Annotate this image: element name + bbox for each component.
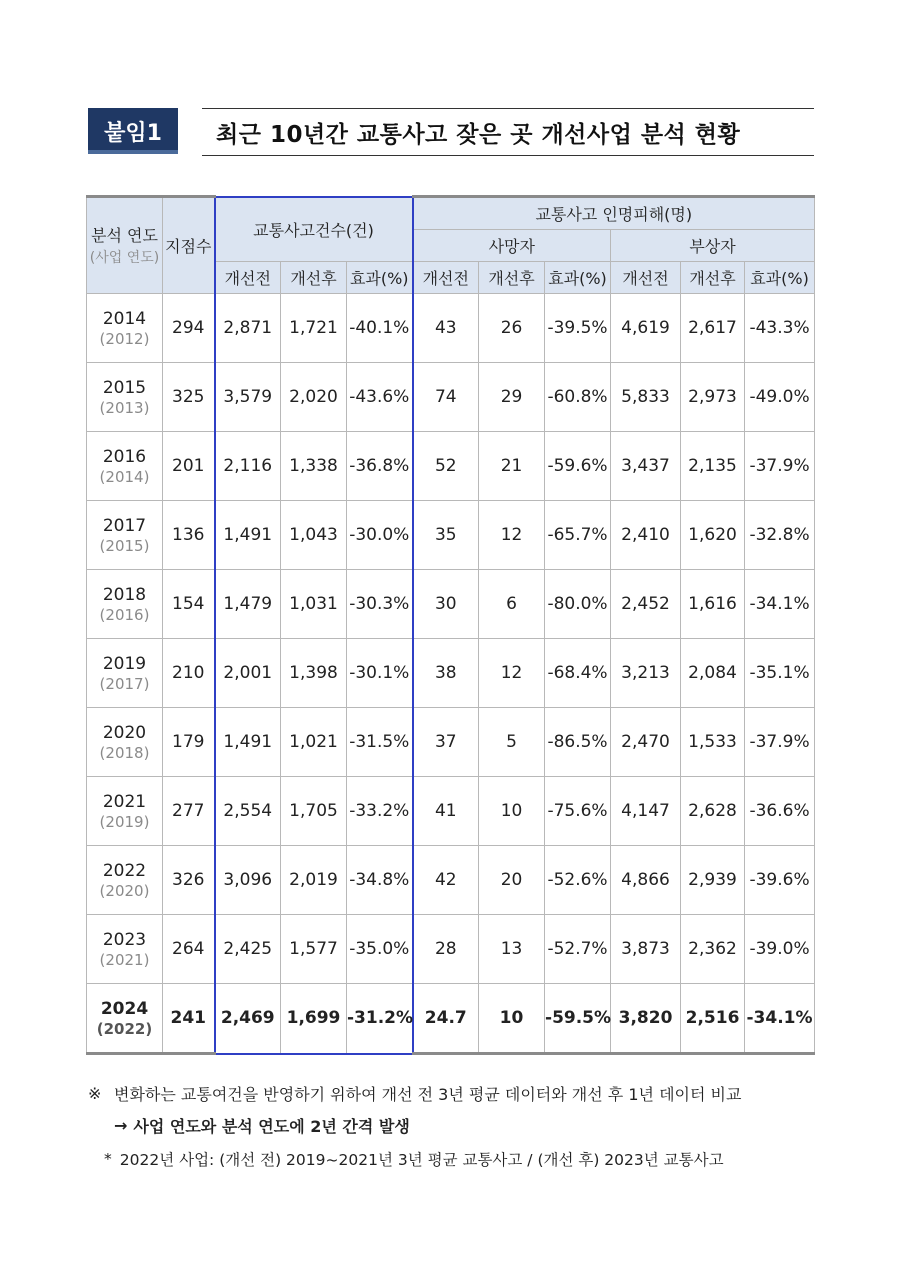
business-year: (2021) bbox=[99, 951, 150, 969]
year-cell bbox=[87, 777, 163, 846]
table-row bbox=[87, 363, 815, 432]
deaths-effect-cell: -80.0% bbox=[545, 570, 611, 639]
table-row bbox=[87, 846, 815, 915]
deaths-effect-cell: -59.6% bbox=[545, 432, 611, 501]
note-text-1: 변화하는 교통여건을 반영하기 위하여 개선 전 3년 평균 데이터와 개선 후 1년 데이터 비교 bbox=[114, 1084, 742, 1104]
sites-cell: 210 bbox=[163, 639, 215, 708]
deaths-after-cell: 21 bbox=[479, 432, 545, 501]
deaths-before-cell: 35 bbox=[413, 501, 479, 570]
accidents-effect-cell: -31.2% bbox=[347, 984, 413, 1054]
business-year: (2022) bbox=[96, 1020, 153, 1038]
accidents-before-cell: 2,554 bbox=[215, 777, 281, 846]
header-inj-after: 개선후 bbox=[681, 262, 745, 294]
business-year: (2014) bbox=[99, 468, 150, 486]
note-line-2 bbox=[88, 1108, 818, 1142]
sites-cell: 264 bbox=[163, 915, 215, 984]
deaths-before-cell: 74 bbox=[413, 363, 479, 432]
year-cell bbox=[87, 984, 163, 1054]
accidents-after-cell: 1,398 bbox=[281, 639, 347, 708]
injuries-after-cell: 2,084 bbox=[681, 639, 745, 708]
header-injuries: 부상자 bbox=[611, 230, 815, 262]
injuries-before-cell: 3,873 bbox=[611, 915, 681, 984]
note-line-1 bbox=[88, 1078, 818, 1108]
sites-cell: 326 bbox=[163, 846, 215, 915]
deaths-before-cell: 38 bbox=[413, 639, 479, 708]
header-year-label: 분석 연도 bbox=[91, 225, 158, 245]
note-line-3 bbox=[88, 1142, 818, 1176]
deaths-before-cell: 42 bbox=[413, 846, 479, 915]
header-casualties: 교통사고 인명피해(명) bbox=[413, 197, 815, 230]
page-title: 최근 10년간 교통사고 잦은 곳 개선사업 분석 현황 bbox=[202, 108, 814, 156]
deaths-after-cell: 10 bbox=[479, 984, 545, 1054]
accidents-after-cell: 1,043 bbox=[281, 501, 347, 570]
accidents-effect-cell: -34.8% bbox=[347, 846, 413, 915]
note-text-3: 2022년 사업: (개선 전) 2019~2021년 3년 평균 교통사고 / (개선 후) 2023년 교통사고 bbox=[119, 1151, 724, 1169]
injuries-effect-cell: -35.1% bbox=[745, 639, 815, 708]
accidents-before-cell: 2,425 bbox=[215, 915, 281, 984]
header-deaths: 사망자 bbox=[413, 230, 611, 262]
injuries-effect-cell: -36.6% bbox=[745, 777, 815, 846]
business-year: (2017) bbox=[99, 675, 150, 693]
deaths-effect-cell: -65.7% bbox=[545, 501, 611, 570]
injuries-before-cell: 4,147 bbox=[611, 777, 681, 846]
header-acc-after: 개선후 bbox=[281, 262, 347, 294]
deaths-effect-cell: -86.5% bbox=[545, 708, 611, 777]
deaths-after-cell: 13 bbox=[479, 915, 545, 984]
sites-cell: 179 bbox=[163, 708, 215, 777]
table-row bbox=[87, 501, 815, 570]
business-year: (2012) bbox=[99, 330, 150, 348]
accidents-after-cell: 1,699 bbox=[281, 984, 347, 1054]
analysis-year: 2021 bbox=[102, 792, 147, 812]
deaths-after-cell: 12 bbox=[479, 639, 545, 708]
injuries-effect-cell: -39.0% bbox=[745, 915, 815, 984]
analysis-year: 2019 bbox=[102, 654, 147, 674]
notes bbox=[88, 1078, 818, 1176]
deaths-effect-cell: -52.6% bbox=[545, 846, 611, 915]
analysis-year: 2017 bbox=[102, 516, 147, 536]
accidents-effect-cell: -35.0% bbox=[347, 915, 413, 984]
injuries-after-cell: 2,516 bbox=[681, 984, 745, 1054]
accidents-before-cell: 1,491 bbox=[215, 501, 281, 570]
injuries-before-cell: 4,619 bbox=[611, 294, 681, 363]
table-row bbox=[87, 432, 815, 501]
header-business-year-label: (사업 연도) bbox=[89, 249, 160, 266]
analysis-year: 2016 bbox=[102, 447, 147, 467]
accidents-before-cell: 1,491 bbox=[215, 708, 281, 777]
analysis-year: 2020 bbox=[102, 723, 147, 743]
header-death-after: 개선후 bbox=[479, 262, 545, 294]
deaths-before-cell: 24.7 bbox=[413, 984, 479, 1054]
table-row bbox=[87, 915, 815, 984]
injuries-before-cell: 2,470 bbox=[611, 708, 681, 777]
year-cell bbox=[87, 915, 163, 984]
accidents-before-cell: 2,469 bbox=[215, 984, 281, 1054]
deaths-before-cell: 43 bbox=[413, 294, 479, 363]
note-text-2: 사업 연도와 분석 연도에 2년 간격 발생 bbox=[133, 1116, 410, 1136]
injuries-after-cell: 2,135 bbox=[681, 432, 745, 501]
title-row bbox=[88, 108, 814, 154]
business-year: (2020) bbox=[99, 882, 150, 900]
analysis-year: 2023 bbox=[102, 930, 147, 950]
deaths-before-cell: 37 bbox=[413, 708, 479, 777]
deaths-before-cell: 28 bbox=[413, 915, 479, 984]
injuries-after-cell: 2,973 bbox=[681, 363, 745, 432]
deaths-before-cell: 52 bbox=[413, 432, 479, 501]
year-cell bbox=[87, 363, 163, 432]
accidents-after-cell: 1,721 bbox=[281, 294, 347, 363]
accidents-after-cell: 1,031 bbox=[281, 570, 347, 639]
accidents-before-cell: 3,096 bbox=[215, 846, 281, 915]
year-cell bbox=[87, 639, 163, 708]
injuries-after-cell: 2,617 bbox=[681, 294, 745, 363]
header-accidents: 교통사고건수(건) bbox=[215, 197, 413, 262]
attachment-badge: 붙임1 bbox=[88, 108, 178, 154]
injuries-after-cell: 1,620 bbox=[681, 501, 745, 570]
sites-cell: 201 bbox=[163, 432, 215, 501]
business-year: (2016) bbox=[99, 606, 150, 624]
year-cell bbox=[87, 432, 163, 501]
injuries-effect-cell: -39.6% bbox=[745, 846, 815, 915]
deaths-effect-cell: -68.4% bbox=[545, 639, 611, 708]
header-acc-before: 개선전 bbox=[215, 262, 281, 294]
accidents-before-cell: 3,579 bbox=[215, 363, 281, 432]
header-acc-effect: 효과(%) bbox=[347, 262, 413, 294]
table-body bbox=[87, 294, 815, 1054]
accidents-effect-cell: -30.3% bbox=[347, 570, 413, 639]
analysis-year: 2022 bbox=[102, 861, 147, 881]
accidents-before-cell: 2,001 bbox=[215, 639, 281, 708]
table-row bbox=[87, 570, 815, 639]
accidents-effect-cell: -31.5% bbox=[347, 708, 413, 777]
injuries-effect-cell: -37.9% bbox=[745, 708, 815, 777]
table-row bbox=[87, 984, 815, 1054]
injuries-effect-cell: -34.1% bbox=[745, 570, 815, 639]
injuries-after-cell: 2,628 bbox=[681, 777, 745, 846]
deaths-effect-cell: -75.6% bbox=[545, 777, 611, 846]
deaths-before-cell: 41 bbox=[413, 777, 479, 846]
injuries-after-cell: 2,939 bbox=[681, 846, 745, 915]
accidents-after-cell: 1,577 bbox=[281, 915, 347, 984]
injuries-after-cell: 2,362 bbox=[681, 915, 745, 984]
injuries-before-cell: 2,452 bbox=[611, 570, 681, 639]
table-row bbox=[87, 708, 815, 777]
accidents-effect-cell: -40.1% bbox=[347, 294, 413, 363]
reference-mark-icon: ※ bbox=[88, 1083, 102, 1103]
injuries-effect-cell: -32.8% bbox=[745, 501, 815, 570]
injuries-effect-cell: -43.3% bbox=[745, 294, 815, 363]
business-year: (2013) bbox=[99, 399, 150, 417]
asterisk-icon: * bbox=[104, 1150, 112, 1168]
accidents-after-cell: 1,338 bbox=[281, 432, 347, 501]
table-row bbox=[87, 777, 815, 846]
header-sites: 지점수 bbox=[163, 197, 215, 294]
business-year: (2019) bbox=[99, 813, 150, 831]
accidents-before-cell: 2,116 bbox=[215, 432, 281, 501]
accidents-effect-cell: -33.2% bbox=[347, 777, 413, 846]
accidents-effect-cell: -30.1% bbox=[347, 639, 413, 708]
accidents-after-cell: 2,020 bbox=[281, 363, 347, 432]
accidents-after-cell: 2,019 bbox=[281, 846, 347, 915]
deaths-effect-cell: -59.5% bbox=[545, 984, 611, 1054]
injuries-effect-cell: -34.1% bbox=[745, 984, 815, 1054]
business-year: (2015) bbox=[99, 537, 150, 555]
sites-cell: 277 bbox=[163, 777, 215, 846]
injuries-before-cell: 4,866 bbox=[611, 846, 681, 915]
deaths-effect-cell: -39.5% bbox=[545, 294, 611, 363]
year-cell bbox=[87, 570, 163, 639]
year-cell bbox=[87, 708, 163, 777]
injuries-before-cell: 3,437 bbox=[611, 432, 681, 501]
analysis-year: 2018 bbox=[102, 585, 147, 605]
accidents-effect-cell: -43.6% bbox=[347, 363, 413, 432]
analysis-year: 2024 bbox=[100, 999, 149, 1019]
accidents-effect-cell: -36.8% bbox=[347, 432, 413, 501]
deaths-effect-cell: -60.8% bbox=[545, 363, 611, 432]
accidents-effect-cell: -30.0% bbox=[347, 501, 413, 570]
table-row bbox=[87, 639, 815, 708]
accidents-after-cell: 1,705 bbox=[281, 777, 347, 846]
analysis-year: 2014 bbox=[102, 309, 147, 329]
deaths-after-cell: 26 bbox=[479, 294, 545, 363]
arrow-right-icon: → bbox=[114, 1115, 128, 1135]
header-inj-before: 개선전 bbox=[611, 262, 681, 294]
header-inj-effect: 효과(%) bbox=[745, 262, 815, 294]
analysis-table bbox=[86, 195, 815, 1055]
table-row bbox=[87, 294, 815, 363]
accidents-before-cell: 2,871 bbox=[215, 294, 281, 363]
injuries-after-cell: 1,533 bbox=[681, 708, 745, 777]
analysis-year: 2015 bbox=[102, 378, 147, 398]
accidents-after-cell: 1,021 bbox=[281, 708, 347, 777]
business-year: (2018) bbox=[99, 744, 150, 762]
injuries-before-cell: 5,833 bbox=[611, 363, 681, 432]
injuries-before-cell: 3,213 bbox=[611, 639, 681, 708]
accidents-before-cell: 1,479 bbox=[215, 570, 281, 639]
deaths-after-cell: 20 bbox=[479, 846, 545, 915]
year-cell bbox=[87, 501, 163, 570]
sites-cell: 241 bbox=[163, 984, 215, 1054]
year-cell bbox=[87, 294, 163, 363]
sites-cell: 136 bbox=[163, 501, 215, 570]
year-cell bbox=[87, 846, 163, 915]
deaths-after-cell: 6 bbox=[479, 570, 545, 639]
injuries-effect-cell: -37.9% bbox=[745, 432, 815, 501]
sites-cell: 294 bbox=[163, 294, 215, 363]
deaths-after-cell: 10 bbox=[479, 777, 545, 846]
sites-cell: 325 bbox=[163, 363, 215, 432]
deaths-effect-cell: -52.7% bbox=[545, 915, 611, 984]
deaths-after-cell: 29 bbox=[479, 363, 545, 432]
header-death-before: 개선전 bbox=[413, 262, 479, 294]
sites-cell: 154 bbox=[163, 570, 215, 639]
header-death-effect: 효과(%) bbox=[545, 262, 611, 294]
deaths-before-cell: 30 bbox=[413, 570, 479, 639]
deaths-after-cell: 12 bbox=[479, 501, 545, 570]
injuries-before-cell: 3,820 bbox=[611, 984, 681, 1054]
header-year bbox=[87, 197, 163, 294]
deaths-after-cell: 5 bbox=[479, 708, 545, 777]
injuries-after-cell: 1,616 bbox=[681, 570, 745, 639]
injuries-before-cell: 2,410 bbox=[611, 501, 681, 570]
injuries-effect-cell: -49.0% bbox=[745, 363, 815, 432]
